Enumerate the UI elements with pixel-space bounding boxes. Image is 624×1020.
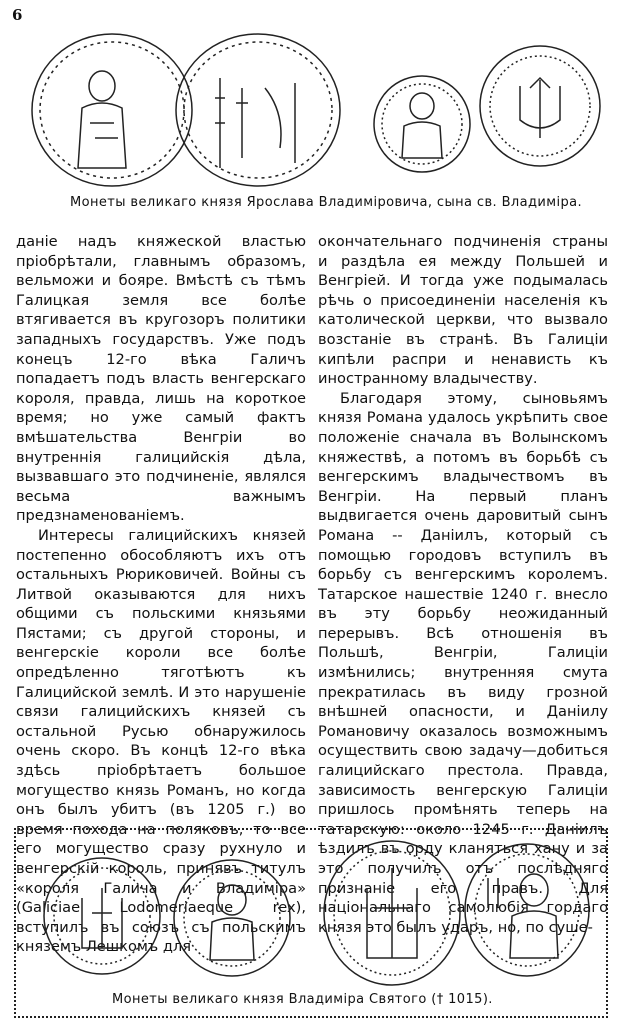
coin-3-icon bbox=[374, 76, 470, 172]
left-paragraph-1: даніе надъ княжеской властью пріобрѣтали, главнымъ образомъ, вельможи и бояре. Вмѣстѣ съ тѣмъ Галицкая земля все болѣе втягивается въ кругозоръ политики западныхъ государствъ. Уже подъ конецъ 12-го вѣка Галичъ попадаетъ подъ власть венгерскаго короля, правда, лишь на короткое время; но уже самый фактъ вмѣшательства Венгріи во внутреннія галицийскія дѣла, вызвавшаго это подчиненіе, являлся весьма важнымъ предзнаменованіемъ. bbox=[16, 233, 306, 525]
coin-1-icon bbox=[32, 34, 192, 186]
coin-8-icon bbox=[465, 844, 589, 976]
right-paragraph-1: окончательнаго подчиненія страны и раздѣла ея между Польшей и Венгріей. И тогда уже подымалась рѣчь о присоединеніи населенія къ католической церкви, что вызвало возстаніе въ странѣ. Въ Галиціи кипѣли распри и ненависть къ иностранному владычеству. bbox=[318, 233, 608, 388]
bottom-coins-illustration bbox=[22, 838, 600, 988]
bottom-caption: Монеты великаго князя Владиміра Святого († 1015). bbox=[112, 992, 493, 1007]
top-coins-illustration bbox=[20, 28, 604, 190]
coin-2-icon bbox=[176, 34, 340, 186]
coin-7-icon bbox=[324, 841, 460, 985]
page-number: 6 bbox=[12, 6, 23, 24]
coin-4-icon bbox=[480, 46, 600, 166]
top-caption: Монеты великаго князя Ярослава Владиміровича, сына св. Владиміра. bbox=[70, 195, 583, 210]
coin-5-icon bbox=[44, 858, 160, 974]
right-paragraph-2: Благодаря этому, сыновьямъ князя Романа удалось укрѣпить свое положеніе сначала въ Волынскомъ княжествѣ, а потомъ въ борьбѣ съ венгерскимъ владычествомъ въ Венгріи. На первый планъ выдвигается очень даровитый сынъ Романа -- Даніилъ, который съ помощью городовъ вступилъ въ борьбу съ венгерскимъ королемъ. Татарское нашествіе 1240 г. внесло въ эту борьбу неожиданный перерывъ. Всѣ отношенія въ Польшѣ, Венгріи, Галиціи измѣнились; внутренняя смута прекратилась въ виду грозной внѣшней опасности, и Даніилу Романовичу оказалось возможнымъ осуществить свою задачу—добиться галицийскаго престола. Правда, зависимость венгерскую Галиціи пришлось промѣнять теперь на татарскую: около 1245 г. Даніилъ ѣздилъ въ орду кланяться хану и за это получилъ отъ послѣдняго признаніе его правъ. Для національнаго самолюбія гордаго князя это былъ ударъ, но, по суше- bbox=[318, 389, 608, 936]
coin-6-icon bbox=[174, 860, 290, 976]
left-paragraph-2: Интересы галицийскихъ князей постепенно обособляютъ ихъ отъ остальныхъ Рюриковичей. Войны съ Литвой оказываются для нихъ общими съ польскими князьями Пястами; съ другой стороны, и венгерскіе короли все болѣе опредѣленно тяготѣютъ къ Галицийской землѣ. И это нарушеніе связи галицийскихъ князей съ остальной Русью обнаружилось очень скоро. Въ концѣ 12-го вѣка здѣсь пріобрѣтаетъ большое могущество князь Романъ, но когда онъ былъ убитъ (въ 1205 г.) во время похода на поляковъ, то все его могущество сразу рухнуло и венгерскій король, принявъ титулъ «короля Галича и Владиміра» (Galiciae Lodomeriaeque rex), вступилъ въ союзъ съ польскимъ княземъ Лешкомъ для bbox=[16, 526, 306, 956]
